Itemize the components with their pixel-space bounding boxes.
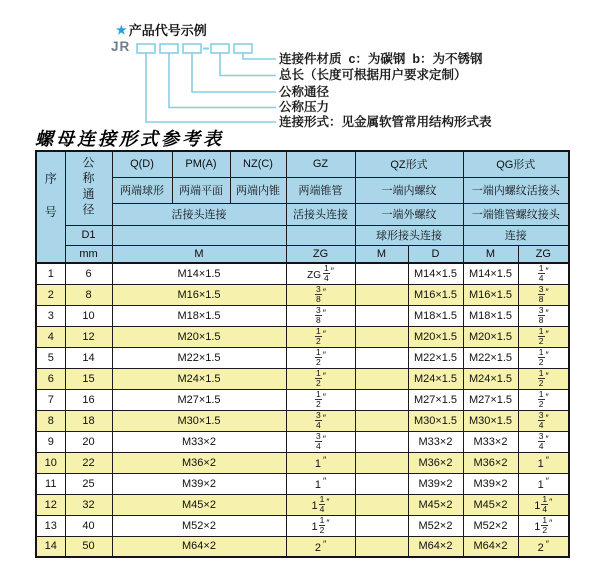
qz-m-cell [355,536,408,557]
qg-zg-cell: $\frac{1}{2}$ ″ [518,368,569,389]
qz-d-cell: M20×1.5 [408,326,463,347]
header-unit-d: D [408,245,463,263]
header-group-qg: QG形式 [463,151,569,177]
zg-cell: 1 $\frac{1}{4}$ ″ [286,494,355,515]
zg-cell: $\frac{3}{4}$ ″ [286,431,355,452]
zg-cell: 1 ″ [286,473,355,494]
serial-cell: 4 [36,326,65,347]
zg-cell: 1 ″ [286,452,355,473]
zg-cell: 1 $\frac{1}{2}$ ″ [286,515,355,536]
callout-total-length: 总长（长度可根据用户要求定制） [279,68,467,82]
m-thread-cell: M27×1.5 [112,389,286,410]
dn-cell: 20 [65,431,112,452]
qg-m-cell: M36×2 [463,452,518,473]
product-code-heading [116,20,207,39]
header-nominal-diameter: 公称通径 [65,151,112,225]
header-conn: 连接 [463,225,569,245]
qg-m-cell: M16×1.5 [463,284,518,305]
qz-m-cell [355,494,408,515]
callout-connection-form: 连接形式：见金属软管常用结构形式表 [279,115,492,129]
header-group-gz: GZ [286,151,355,177]
qg-zg-cell: $\frac{3}{8}$ ″ [518,305,569,326]
qg-m-cell: M20×1.5 [463,326,518,347]
qz-d-cell: M24×1.5 [408,368,463,389]
qz-m-cell [355,431,408,452]
nut-connection-table [35,150,570,558]
header-conn-union: 活接头连接 [112,203,286,225]
table-row [36,284,569,305]
header-group-qd: Q(D) [112,151,172,177]
qz-d-cell: M64×2 [408,536,463,557]
qz-m-cell [355,389,408,410]
m-thread-cell: M30×1.5 [112,410,286,431]
table-row [36,431,569,452]
header-unit-m1: M [112,245,286,263]
qg-m-cell: M45×2 [463,494,518,515]
qg-zg-cell: 1 $\frac{1}{2}$ ″ [518,515,569,536]
qg-m-cell: M22×1.5 [463,347,518,368]
serial-cell: 11 [36,473,65,494]
m-thread-cell: M18×1.5 [112,305,286,326]
table-row [36,452,569,473]
serial-cell: 7 [36,389,65,410]
table-row [36,536,569,557]
dn-cell: 6 [65,263,112,284]
code-box-3 [183,44,201,53]
qg-zg-cell: 2 ″ [518,536,569,557]
qz-m-cell [355,347,408,368]
callout-line-1 [243,53,276,59]
header-unit-m2: M [355,245,408,263]
dn-cell: 50 [65,536,112,557]
zg-cell: ZG $\frac{1}{4}$ ″ [286,263,355,284]
serial-cell: 9 [36,431,65,452]
qg-zg-cell: $\frac{1}{2}$ ″ [518,347,569,368]
header-ball-joint-conn: 球形接头连接 [355,225,463,245]
zg-cell: $\frac{1}{2}$ ″ [286,347,355,368]
serial-cell: 8 [36,410,65,431]
qz-d-cell: M22×1.5 [408,347,463,368]
zg-cell: $\frac{3}{4}$ ″ [286,410,355,431]
m-thread-cell: M16×1.5 [112,284,286,305]
callout-nominal-pressure: 公称压力 [279,100,330,114]
serial-cell: 12 [36,494,65,515]
dn-cell: 32 [65,494,112,515]
code-box-5 [234,44,252,53]
qz-m-cell [355,263,408,284]
header-conn-union-gz: 活接头连接 [286,203,355,225]
qz-d-cell: M33×2 [408,431,463,452]
qg-m-cell: M14×1.5 [463,263,518,284]
table-row [36,368,569,389]
m-thread-cell: M64×2 [112,536,286,557]
dn-cell: 22 [65,452,112,473]
serial-cell: 3 [36,305,65,326]
header-endtype-qd: 两端球形 [112,177,172,203]
header-endtype-qg: 一端内螺纹活接头 [463,177,569,203]
qz-d-cell: M18×1.5 [408,305,463,326]
code-box-1 [137,44,155,53]
code-prefix: JR [111,39,131,54]
m-thread-cell: M20×1.5 [112,326,286,347]
qz-d-cell: M14×1.5 [408,263,463,284]
qg-zg-cell: 1 ″ [518,452,569,473]
qz-m-cell [355,452,408,473]
dn-cell: 18 [65,410,112,431]
dn-cell: 10 [65,305,112,326]
qz-d-cell: M30×1.5 [408,410,463,431]
qg-m-cell: M30×1.5 [463,410,518,431]
serial-cell: 13 [36,515,65,536]
header-unit-m3: M [463,245,518,263]
m-thread-cell: M22×1.5 [112,347,286,368]
m-thread-cell: M33×2 [112,431,286,452]
zg-cell: 2 ″ [286,536,355,557]
qz-d-cell: M36×2 [408,452,463,473]
callout-material: 连接件材质 c：为碳钢 b：为不锈钢 [279,52,483,66]
header-endtype-qz: 一端内螺纹 [355,177,463,203]
star-icon: ★ [116,22,127,37]
dn-cell: 25 [65,473,112,494]
qg-m-cell: M18×1.5 [463,305,518,326]
qg-zg-cell: $\frac{1}{2}$ ″ [518,326,569,347]
callout-line-3 [192,53,276,92]
qg-zg-cell: 1 $\frac{1}{4}$ ″ [518,494,569,515]
qz-m-cell [355,284,408,305]
serial-cell: 14 [36,536,65,557]
table-row [36,473,569,494]
zg-cell: $\frac{1}{2}$ ″ [286,326,355,347]
serial-cell: 5 [36,347,65,368]
serial-cell: 2 [36,284,65,305]
dn-cell: 15 [65,368,112,389]
header-endtype-pma: 两端平面 [172,177,230,203]
dn-cell: 16 [65,389,112,410]
qg-m-cell: M33×2 [463,431,518,452]
header-group-nzc: NZ(C) [230,151,286,177]
callout-line-5 [146,53,276,122]
zg-cell: $\frac{1}{2}$ ″ [286,368,355,389]
header-endtype-nzc: 两端内锥 [230,177,286,203]
qz-d-cell: M39×2 [408,473,463,494]
zg-cell: $\frac{3}{8}$ ″ [286,284,355,305]
code-box-4 [211,44,229,53]
table-title: 螺母连接形式参考表 [35,129,224,150]
dn-cell: 40 [65,515,112,536]
header-conn-taper-thread: 一端锥管螺纹接头 [463,203,569,225]
header-mm: mm [65,245,112,263]
header-unit-zg2: ZG [518,245,569,263]
callout-nominal-diameter: 公称通径 [279,85,330,99]
header-conn-external-thread: 一端外螺纹 [355,203,463,225]
zg-cell: $\frac{1}{2}$ ″ [286,389,355,410]
table-row [36,347,569,368]
m-thread-cell: M52×2 [112,515,286,536]
qg-m-cell: M52×2 [463,515,518,536]
header-endtype-gz: 两端锥管 [286,177,355,203]
qg-zg-cell: $\frac{1}{2}$ ″ [518,389,569,410]
m-thread-cell: M39×2 [112,473,286,494]
qz-d-cell: M45×2 [408,494,463,515]
product-code-heading-text: 产品代号示例 [128,23,207,38]
table-row [36,515,569,536]
header-group-pma: PM(A) [172,151,230,177]
table-row [36,494,569,515]
qg-m-cell: M64×2 [463,536,518,557]
qg-zg-cell: 1 ″ [518,473,569,494]
serial-cell: 6 [36,368,65,389]
qg-m-cell: M27×1.5 [463,389,518,410]
table-row [36,326,569,347]
table-row [36,305,569,326]
header-unit-zg1: ZG [286,245,355,263]
header-blank-2 [286,225,355,245]
qz-m-cell [355,473,408,494]
table-row [36,410,569,431]
qg-zg-cell: $\frac{3}{4}$ ″ [518,410,569,431]
dn-cell: 8 [65,284,112,305]
m-thread-cell: M36×2 [112,452,286,473]
dn-cell: 14 [65,347,112,368]
m-thread-cell: M45×2 [112,494,286,515]
qz-d-cell: M16×1.5 [408,284,463,305]
qg-m-cell: M39×2 [463,473,518,494]
serial-cell: 1 [36,263,65,284]
qz-m-cell [355,326,408,347]
code-box-2 [160,44,178,53]
callout-line-2 [220,53,276,76]
header-serial: 序号 [36,151,65,263]
qg-zg-cell: $\frac{3}{4}$ ″ [518,431,569,452]
m-thread-cell: M24×1.5 [112,368,286,389]
qz-d-cell: M27×1.5 [408,389,463,410]
header-blank-1 [112,225,286,245]
qz-m-cell [355,368,408,389]
serial-cell: 10 [36,452,65,473]
qg-zg-cell: $\frac{3}{8}$ ″ [518,284,569,305]
table-header [36,151,569,263]
qg-m-cell: M24×1.5 [463,368,518,389]
qz-m-cell [355,305,408,326]
qg-zg-cell: $\frac{1}{4}$ ″ [518,263,569,284]
m-thread-cell: M14×1.5 [112,263,286,284]
callout-line-4 [169,53,276,108]
qz-m-cell [355,410,408,431]
table-body [36,263,569,557]
zg-cell: $\frac{3}{8}$ ″ [286,305,355,326]
header-group-qz: QZ形式 [355,151,463,177]
dn-cell: 12 [65,326,112,347]
qz-d-cell: M52×2 [408,515,463,536]
table-row [36,389,569,410]
header-d1: D1 [65,225,112,245]
qz-m-cell [355,515,408,536]
table-row [36,263,569,284]
